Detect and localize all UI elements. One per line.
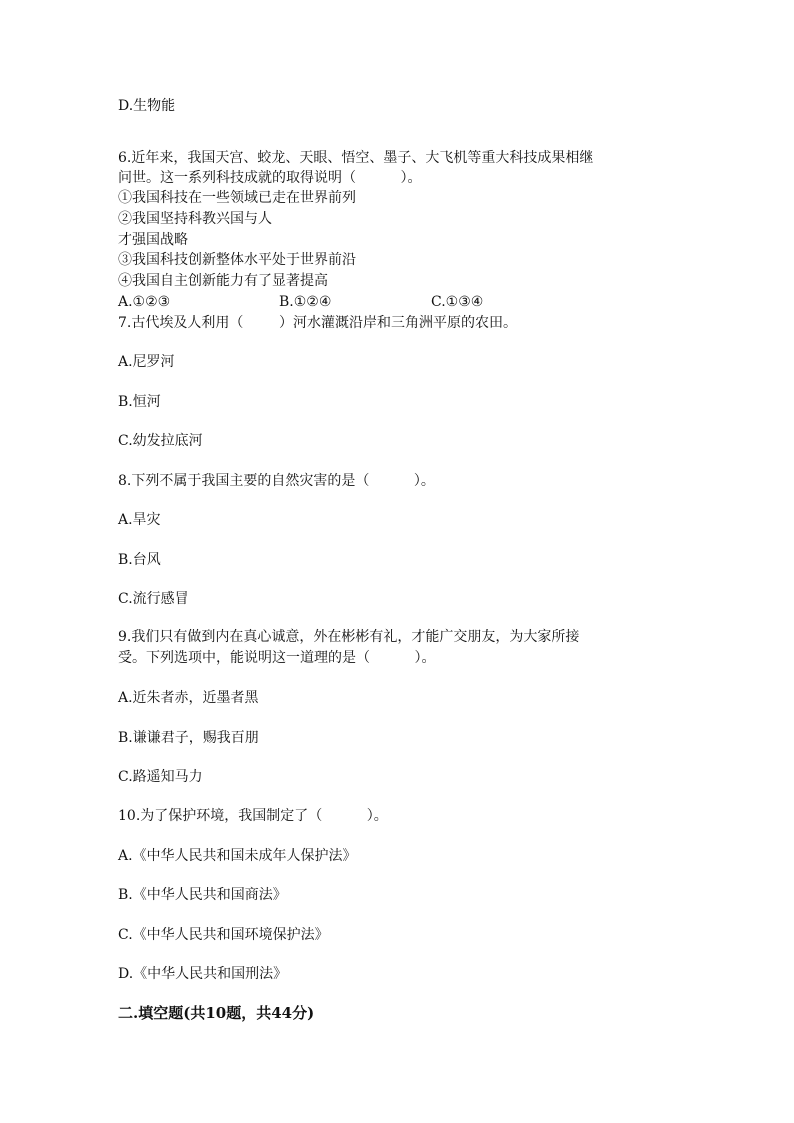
q8-option-c: C.流行感冒 [118, 591, 189, 607]
q8-option-b: B.台风 [118, 552, 161, 568]
q10-option-b: B.《中华人民共和国商法》 [118, 887, 287, 903]
q6-item-4: ④我国自主创新能力有了显著提高 [118, 273, 328, 289]
q6-option-b: B.①②④ [279, 294, 332, 310]
q9-option-b: B.谦谦君子，赐我百朋 [118, 730, 259, 746]
q7-option-c: C.幼发拉底河 [118, 433, 203, 449]
q6-item-3: ③我国科技创新整体水平处于世界前沿 [118, 252, 356, 268]
q6-stem-line1: 6.近年来，我国天宫、蛟龙、天眼、悟空、墨子、大飞机等重大科技成果相继 [118, 150, 594, 166]
q7-option-b: B.恒河 [118, 394, 161, 410]
q6-item-2a: ②我国坚持科教兴国与人 [118, 211, 272, 227]
q9-option-c: C.路遥知马力 [118, 769, 203, 785]
q9-option-a: A.近朱者赤，近墨者黑 [118, 690, 259, 706]
q7-option-a: A.尼罗河 [118, 354, 175, 370]
q6-option-a: A.①②③ [118, 294, 171, 310]
q6-item-1: ①我国科技在一些领域已走在世界前列 [118, 190, 356, 206]
q6-option-c: C.①③④ [431, 294, 484, 310]
q10-option-a: A.《中华人民共和国未成年人保护法》 [118, 848, 357, 864]
q6-stem-line2: 问世。这一系列科技成就的取得说明（ ）。 [118, 170, 422, 186]
q9-stem-line1: 9.我们只有做到内在真心诚意，外在彬彬有礼，才能广交朋友，为大家所接 [118, 629, 580, 645]
q8-option-a: A.旱灾 [118, 512, 161, 528]
q8-stem: 8.下列不属于我国主要的自然灾害的是（ ）。 [118, 473, 435, 489]
q9-stem-line2: 受。下列选项中，能说明这一道理的是（ ）。 [118, 650, 436, 666]
q10-option-d: D.《中华人民共和国刑法》 [118, 966, 288, 982]
q10-option-c: C.《中华人民共和国环境保护法》 [118, 927, 329, 943]
q5-option-d: D.生物能 [118, 98, 176, 114]
q7-stem: 7.古代埃及人利用（ ）河水灌溉沿岸和三角洲平原的农田。 [118, 315, 517, 331]
q6-item-2b: 才强国战略 [118, 232, 188, 248]
section-2-heading: 二.填空题(共10题，共44分) [118, 1004, 315, 1022]
q10-stem: 10.为了保护环境，我国制定了（ ）。 [118, 808, 388, 824]
